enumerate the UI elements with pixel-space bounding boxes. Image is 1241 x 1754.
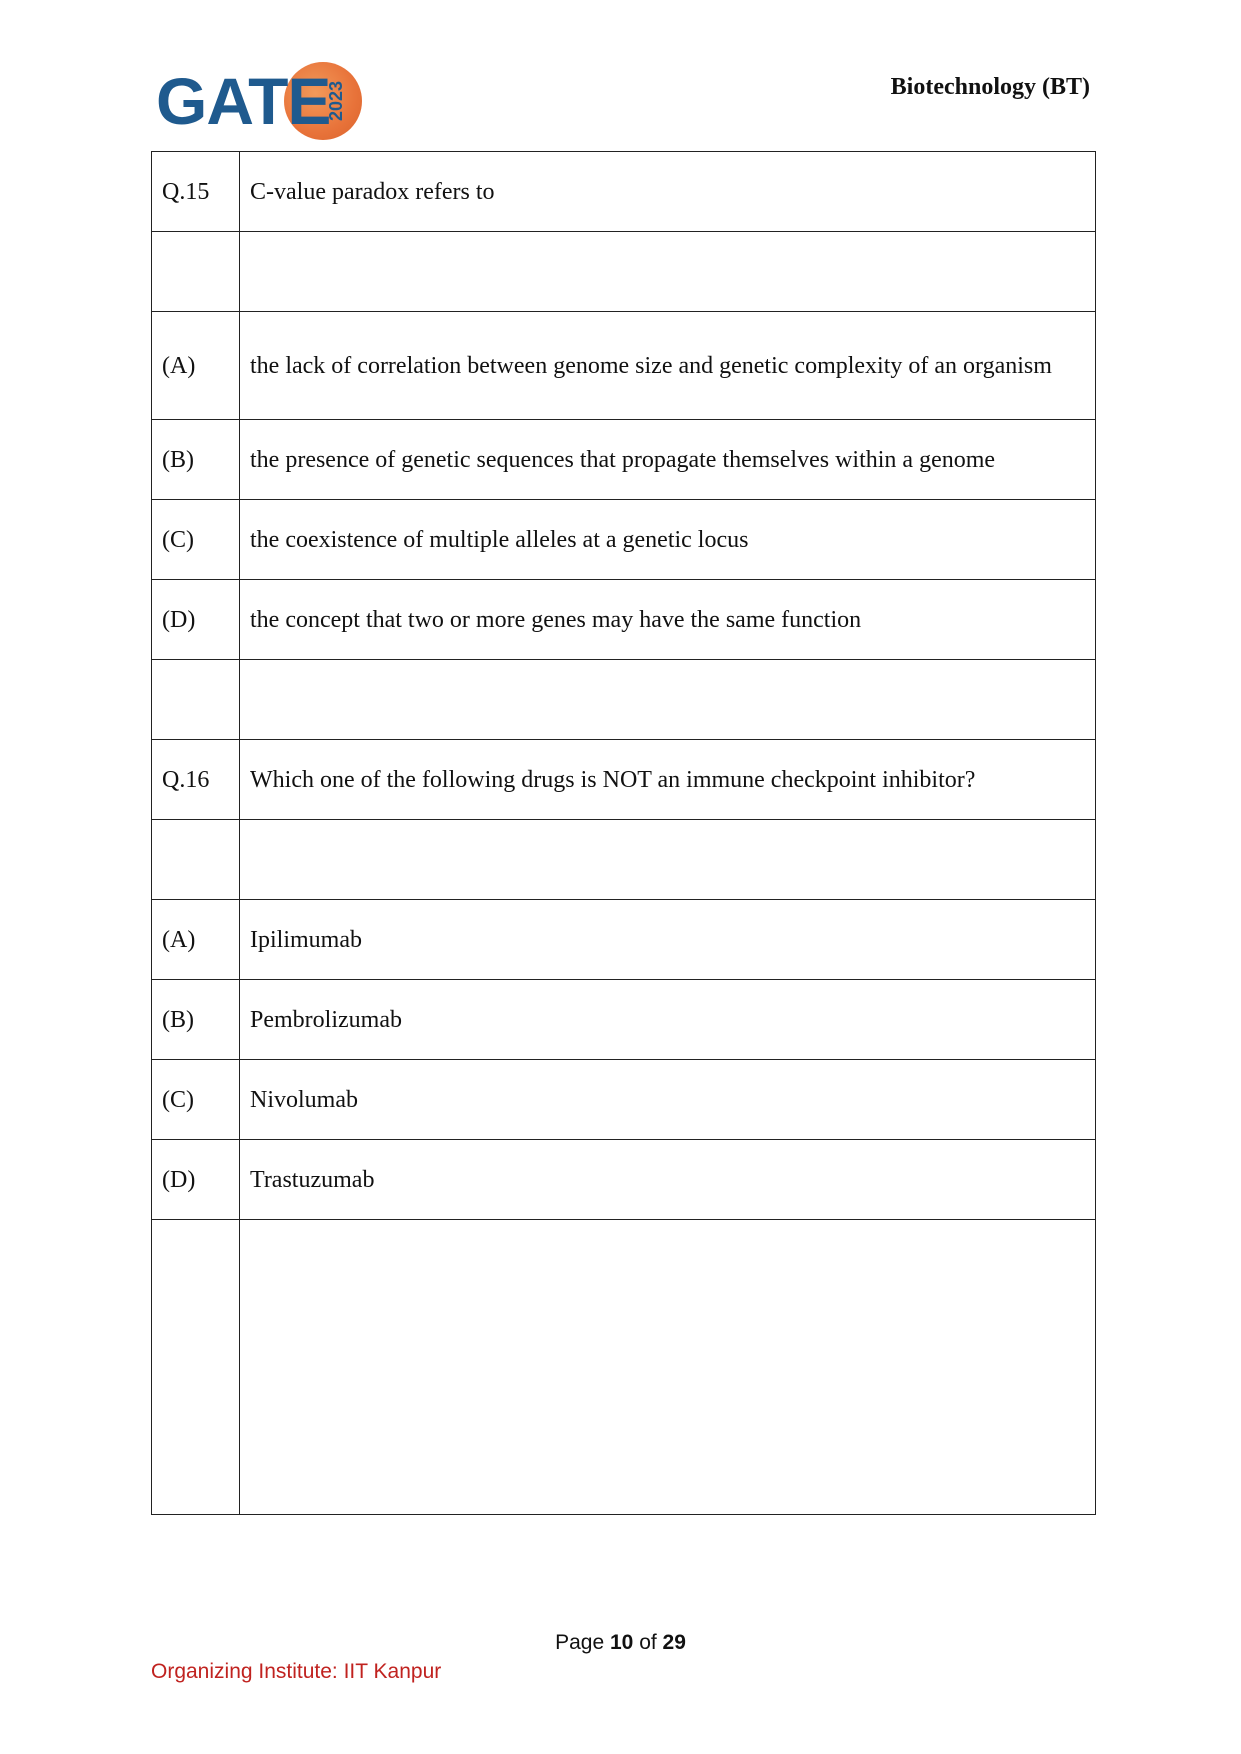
gate-logo (156, 62, 356, 142)
page-prefix: Page (555, 1631, 605, 1654)
option-text: Trastuzumab (240, 1140, 1096, 1220)
page-number (0, 1631, 1241, 1655)
option-label: (B) (152, 980, 240, 1060)
question-text: Which one of the following drugs is NOT an immune checkpoint inhibitor? (240, 740, 1096, 820)
option-label: (C) (152, 500, 240, 580)
option-row (152, 980, 1096, 1060)
option-text: the lack of correlation between genome size and genetic complexity of an organism (240, 312, 1096, 420)
option-row (152, 500, 1096, 580)
spacer-row (152, 660, 1096, 740)
question-number: Q.16 (152, 740, 240, 820)
option-row (152, 900, 1096, 980)
organizing-institute: Organizing Institute: IIT Kanpur (151, 1660, 442, 1683)
question-row (152, 740, 1096, 820)
option-row (152, 312, 1096, 420)
option-text: Ipilimumab (240, 900, 1096, 980)
option-text: the concept that two or more genes may have the same function (240, 580, 1096, 660)
option-text: Nivolumab (240, 1060, 1096, 1140)
subject-title: Biotechnology (BT) (890, 74, 1090, 100)
option-row (152, 1140, 1096, 1220)
question-number: Q.15 (152, 152, 240, 232)
option-text: the presence of genetic sequences that propagate themselves within a genome (240, 420, 1096, 500)
page-current: 10 (609, 1631, 634, 1654)
logo-year: 2023 (326, 80, 346, 122)
spacer-row (152, 1220, 1096, 1515)
spacer-row (152, 232, 1096, 312)
question-row (152, 152, 1096, 232)
page-of: of (639, 1631, 657, 1654)
option-label: (B) (152, 420, 240, 500)
option-label: (D) (152, 1140, 240, 1220)
question-table (151, 151, 1096, 1515)
option-label: (C) (152, 1060, 240, 1140)
page-total: 29 (662, 1631, 686, 1654)
option-text: the coexistence of multiple alleles at a genetic locus (240, 500, 1096, 580)
option-label: (A) (152, 900, 240, 980)
question-text: C-value paradox refers to (240, 152, 1096, 232)
option-text: Pembrolizumab (240, 980, 1096, 1060)
spacer-row (152, 820, 1096, 900)
option-label: (D) (152, 580, 240, 660)
option-row (152, 580, 1096, 660)
logo-text: GATE (156, 64, 331, 138)
option-row (152, 1060, 1096, 1140)
option-label: (A) (152, 312, 240, 420)
option-row (152, 420, 1096, 500)
